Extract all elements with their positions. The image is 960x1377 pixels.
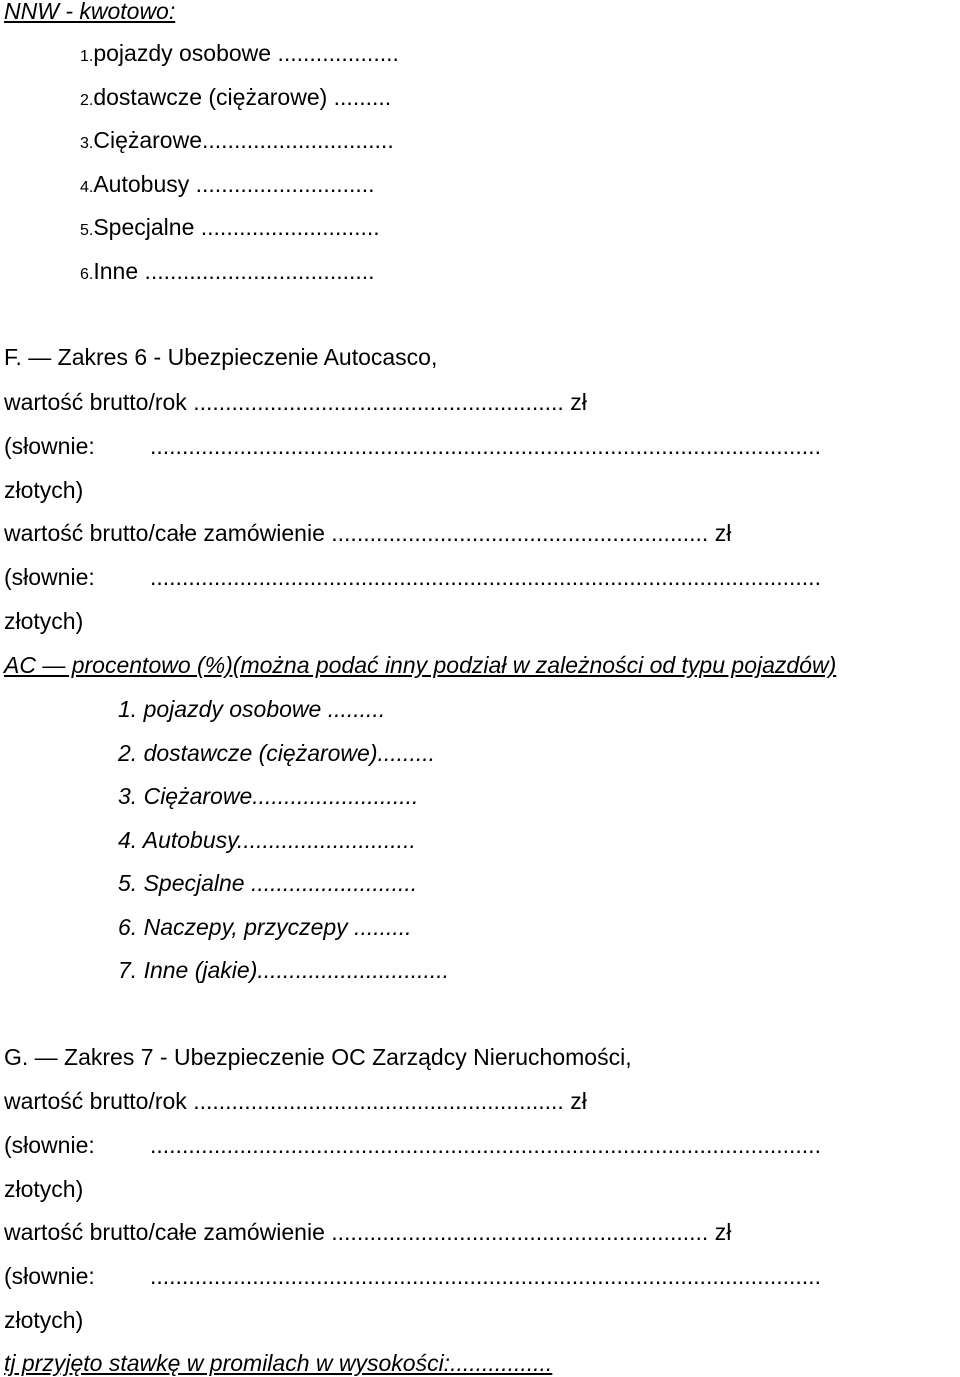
item-text: Specjalne .......................... — [143, 870, 418, 896]
item-text: pojazdy osobowe ......... — [143, 696, 386, 722]
item-text: dostawcze (ciężarowe) ......... — [93, 84, 392, 110]
nnw-item — [80, 86, 391, 109]
permille-rate-footer: tj przyjęto stawkę w promilach w wysokości:................ — [4, 1350, 553, 1376]
value-whole-order-row — [4, 522, 731, 545]
value-per-year-row — [4, 1090, 587, 1113]
item-number: 4. — [118, 827, 138, 853]
nnw-item — [80, 129, 394, 152]
item-number: 6. — [118, 914, 138, 940]
currency-unit: zł — [714, 1219, 732, 1245]
fill-dots: ........................................................... — [331, 1219, 709, 1245]
item-text: Inne .................................... — [93, 258, 375, 284]
item-text: Ciężarowe.......................... — [143, 783, 419, 809]
in-words-dots: ......................................................................................................... — [150, 1134, 821, 1157]
fill-dots: ........................................................... — [331, 520, 709, 546]
ac-item — [118, 698, 385, 721]
item-text: Inne (jakie).............................. — [143, 957, 450, 983]
value-per-year-row — [4, 391, 587, 414]
item-number: 1. — [118, 696, 138, 722]
section-g-heading: G. — Zakres 7 - Ubezpieczenie OC Zarządcy Nieruchomości, — [4, 1044, 632, 1070]
in-words-dots: ......................................................................................................... — [150, 1265, 821, 1288]
section-f-heading: F. — Zakres 6 - Ubezpieczenie Autocasco, — [4, 344, 438, 370]
in-words-label: (słownie: — [4, 433, 95, 459]
currency-unit: zł — [714, 520, 732, 546]
in-words-dots: ......................................................................................................... — [150, 566, 821, 589]
value-whole-order-row — [4, 1221, 731, 1244]
item-number: 5. — [118, 870, 138, 896]
nnw-header: NNW - kwotowo: — [4, 0, 176, 24]
currency-unit: zł — [570, 1088, 587, 1114]
item-text: pojazdy osobowe ................... — [93, 40, 399, 66]
ac-percent-heading: AC — procentowo (%)(można podać inny podział w zależności od typu pojazdów) — [4, 652, 837, 678]
zlotych-label: złotych) — [4, 477, 84, 503]
item-number: 5. — [80, 222, 94, 239]
in-words-label: (słownie: — [4, 1263, 95, 1289]
item-number: 1. — [80, 48, 94, 65]
ac-item — [118, 872, 417, 895]
currency-unit: zł — [570, 389, 587, 415]
item-number: 6. — [80, 266, 94, 283]
item-number: 2. — [80, 92, 94, 109]
item-number: 3. — [80, 135, 94, 152]
item-text: Autobusy ............................ — [93, 171, 375, 197]
ac-item — [118, 829, 416, 852]
fill-dots: .......................................................... — [193, 389, 564, 415]
ac-item — [118, 742, 435, 765]
item-number: 7. — [118, 957, 138, 983]
item-number: 2. — [118, 740, 138, 766]
row-label: wartość brutto/rok — [4, 1088, 187, 1114]
item-text: Naczepy, przyczepy ......... — [143, 914, 412, 940]
ac-item — [118, 916, 412, 939]
nnw-item — [80, 173, 375, 196]
in-words-label: (słownie: — [4, 564, 95, 590]
fill-dots: .......................................................... — [193, 1088, 564, 1114]
item-number: 4. — [80, 179, 94, 196]
ac-item — [118, 785, 418, 808]
row-label: wartość brutto/rok — [4, 389, 187, 415]
item-text: dostawcze (ciężarowe)......... — [143, 740, 436, 766]
zlotych-label: złotych) — [4, 608, 84, 634]
in-words-label: (słownie: — [4, 1132, 95, 1158]
nnw-item — [80, 42, 399, 65]
zlotych-label: złotych) — [4, 1176, 84, 1202]
row-label: wartość brutto/całe zamówienie — [4, 520, 325, 546]
nnw-item — [80, 216, 380, 239]
row-label: wartość brutto/całe zamówienie — [4, 1219, 325, 1245]
nnw-item — [80, 260, 375, 283]
ac-item — [118, 959, 449, 982]
item-text: Ciężarowe.............................. — [93, 127, 394, 153]
in-words-dots: ......................................................................................................... — [150, 435, 821, 458]
item-number: 3. — [118, 783, 138, 809]
zlotych-label: złotych) — [4, 1307, 84, 1333]
item-text: Autobusy............................ — [142, 827, 416, 853]
item-text: Specjalne ............................ — [93, 214, 380, 240]
